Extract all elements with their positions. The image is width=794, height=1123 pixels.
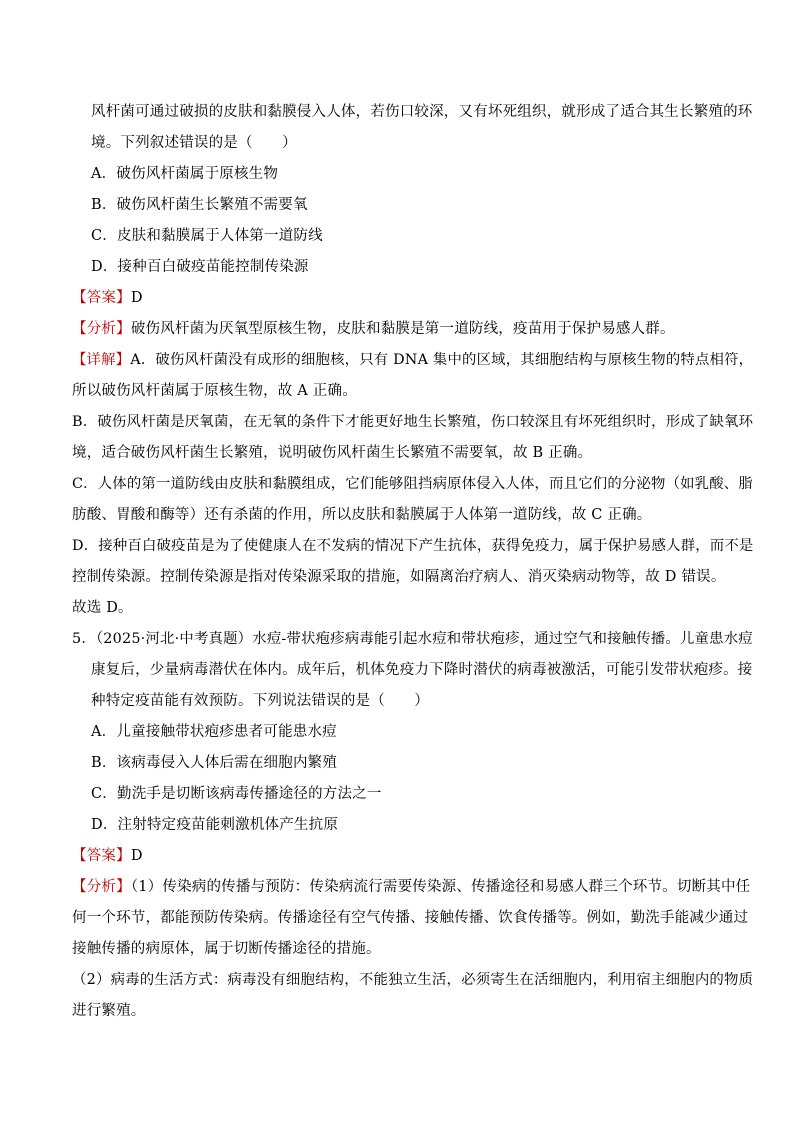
q5-option-c: C．勤洗手是切断该病毒传播途径的方法之一 xyxy=(91,786,382,802)
q4-answer-row xyxy=(72,288,143,308)
q4-detail-row-7: D．接种百白破疫苗是为了使健康人在不发病的情况下产生抗体，获得免疫力，属于保护易感人群，而不是 xyxy=(72,538,754,554)
q5-answer-row xyxy=(72,846,143,866)
q5-analysis-row-2: 何一个环节，都能预防传染病。传播途径有空气传播、接触传播、饮食传播等。例如，勤洗手能减少通过 xyxy=(72,910,749,926)
answer-value: D xyxy=(130,290,143,306)
q4-stem-line-1: 风杆菌可通过破损的皮肤和黏膜侵入人体，若伤口较深，又有坏死组织，就形成了适合其生长繁殖的环 xyxy=(91,104,753,120)
q5-analysis-row-3: 接触传播的病原体，属于切断传播途径的措施。 xyxy=(72,941,381,957)
analysis-text: 破伤风杆菌为厌氧型原核生物，皮肤和黏膜是第一道防线，疫苗用于保护易感人群。 xyxy=(130,321,675,337)
answer-tag: 【答案】 xyxy=(72,848,131,864)
q4-detail-row-4: 境，适合破伤风杆菌生长繁殖，说明破伤风杆菌生长繁殖不需要氧，故 B 正确。 xyxy=(72,445,593,461)
analysis-tag: 【分析】 xyxy=(72,321,131,337)
q4-detail-row-1 xyxy=(72,350,753,370)
analysis-tag: 【分析】 xyxy=(72,879,131,895)
q4-detail-row-5: C．人体的第一道防线由皮肤和黏膜组成，它们能够阻挡病原体侵入人体，而且它们的分泌物（如乳酸、脂 xyxy=(72,476,753,492)
q5-stem-line-1: 5．（2025·河北·中考真题）水痘-带状疱疹病毒能引起水痘和带状疱疹，通过空气和接触传播。儿童患水痘 xyxy=(72,631,753,647)
q4-detail-row-2: 所以破伤风杆菌属于原核生物，故 A 正确。 xyxy=(72,383,357,399)
q5-option-a: A．儿童接触带状疱疹患者可能患水痘 xyxy=(91,724,337,740)
answer-tag: 【答案】 xyxy=(72,290,131,306)
q4-stem-line-2: 境。下列叙述错误的是（ ） xyxy=(91,135,297,151)
q5-stem-line-3: 种特定疫苗能有效预防。下列说法错误的是（ ） xyxy=(91,693,430,709)
q5-analysis-row-5: 进行繁殖。 xyxy=(72,1003,146,1019)
q4-detail-row-9: 故选 D。 xyxy=(72,600,133,616)
answer-value: D xyxy=(130,848,143,864)
q5-option-d: D．注射特定疫苗能刺激机体产生抗原 xyxy=(91,817,339,833)
detail-tag: 【详解】 xyxy=(72,352,131,368)
analysis-text: （1）传染病的传播与预防：传染病流行需要传染源、传播途径和易感人群三个环节。切断其中任 xyxy=(130,879,751,895)
q5-analysis-row-1 xyxy=(72,877,750,897)
q4-detail-row-3: B．破伤风杆菌是厌氧菌，在无氧的条件下才能更好地生长繁殖，伤口较深且有坏死组织时，形成了缺氧环 xyxy=(72,414,754,430)
q4-option-b: B．破伤风杆菌生长繁殖不需要氧 xyxy=(91,197,308,213)
q4-option-c: C．皮肤和黏膜属于人体第一道防线 xyxy=(91,228,323,244)
q4-option-a: A．破伤风杆菌属于原核生物 xyxy=(91,166,279,182)
q5-stem-line-2: 康复后，少量病毒潜伏在体内。成年后，机体免疫力下降时潜伏的病毒被激活，可能引发带状疱疹。接 xyxy=(91,662,753,678)
q4-detail-row-8: 控制传染源。控制传染源是指对传染源采取的措施，如隔离治疗病人、消灭染病动物等，故 D 错误。 xyxy=(72,569,726,585)
q4-option-d: D．接种百白破疫苗能控制传染源 xyxy=(91,259,309,275)
detail-text: A．破伤风杆菌没有成形的细胞核，只有 DNA 集中的区域，其细胞结构与原核生物的特点相符， xyxy=(130,352,754,368)
q5-analysis-row-4: （2）病毒的生活方式：病毒没有细胞结构，不能独立生活，必须寄生在活细胞内，利用宿主细胞内的物质 xyxy=(72,972,754,988)
q4-detail-row-6: 肪酸、胃酸和酶等）还有杀菌的作用，所以皮肤和黏膜属于人体第一道防线，故 C 正确。 xyxy=(72,507,652,523)
q4-analysis-row xyxy=(72,319,675,339)
q5-option-b: B．该病毒侵入人体后需在细胞内繁殖 xyxy=(91,755,338,771)
